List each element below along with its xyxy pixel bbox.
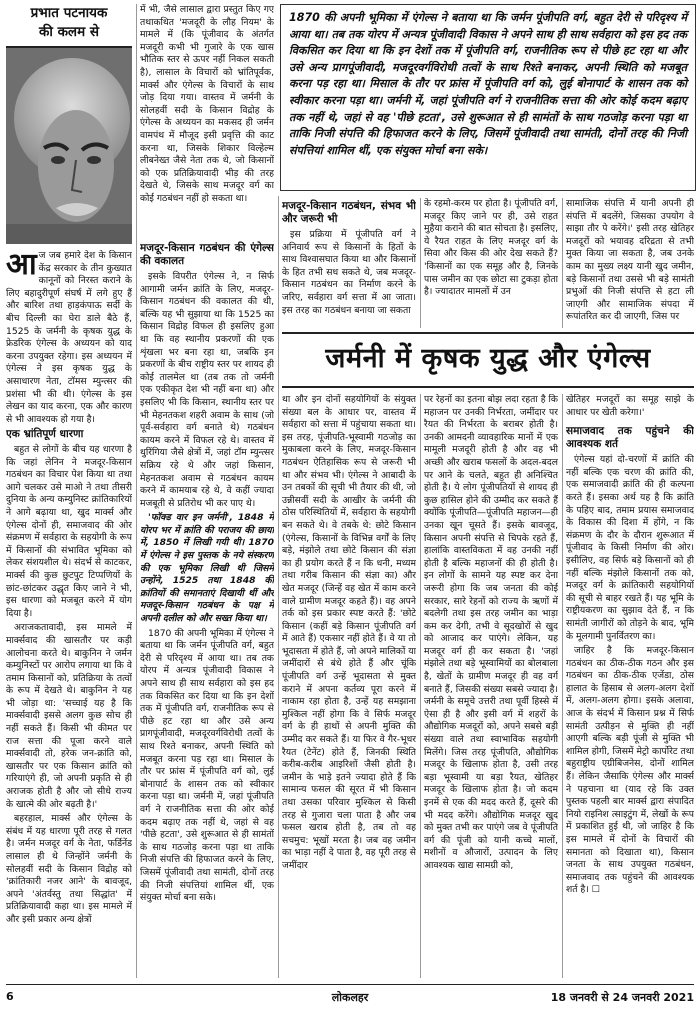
headline: जर्मनी में कृषक युद्ध और एंगेल्स [325,343,651,374]
paragraph: अराजकतावादी, इस मामले में मार्क्सवाद की खासतौर पर कड़ी आलोचना करते थे। बाकुनिन ने जर्मन कम्युनिस्टों पर आरोप लगाया था कि वे तमाम किसानों को, प्रतिक्रिया के तत्वों के रूप में देखते थे। बाकुनिन ने यह भी जोड़ा था: 'सच्चाई यह है कि मार्क्सवादी इससे अलग कुछ सोच ही नहीं सकते हैं। किसी भी कीमत पर राज सत्ता की पूजा करने वाले मार्क्सवादी तो, हरेक जन-क्रांति को, खासतौर पर एक किसान क्रांति को गरियाएंगे ही, जो अपनी प्रकृति से ही अराजक होती है और जो सीधे राज्य के खात्मे की ओर बढ़ती है।' [6,622,132,810]
publication-name: लोकलहर [331,991,369,1004]
paragraph: पर रेहनों का इतना बोझ लदा रहता है कि महाजन पर उनकी निर्भरता, जमींदार पर रैयत की निर्भरता के बराबर होती है। उनकी आमदनी व्यावहारिक मानों में एक मामूली मजदूरी होती है और वह भी अच्छी और खराब फसलों के अदल-बदल पर आने के चलते, बहुत ही अनिश्चित होती है। ये लोग पूंजीपतियों से शायद ही कुछ हासिल होने की उम्मीद कर सकते हैं क्योंकि पूंजीपति—पूंजीपति महाजन—ही उनका खून चूसते हैं। इसके बावजूद, किसान अपनी संपत्ति से चिपके रहते हैं, हालांकि वास्तविकता में वह उनकी नहीं होती है बल्कि महाजनों की ही होती है। इन लोगों के सामने यह स्पष्ट कर देना जरूरी होगा कि जब जनता की कोई सरकार, सारे रेहनों को राज्य के ऋणों में बदलेगी तथा इस तरह जमीन का भाड़ा कम कर देगी, तभी वे सूदखोरों से खुद को आजाद कर पाएंगे। लेकिन, यह मजदूर वर्ग ही कर सकता है। 'जहां मंझोले तथा बड़े भूस्वामियों का बोलबाला है, खेतों के ग्रामीण मजदूर ही वह वर्ग बनाते हैं, जिसकी संख्या सबसे ज्यादा है। जर्मनी के समूचे उत्तरी तथा पूर्वी हिस्से में ऐसा ही है और इसी वर्ग में शहरों के औद्योगिक मजदूरों को, अपने सबसे बड़ी संख्या वाले तथा स्वाभाविक सहयोगी मिलेंगे। जिस तरह पूंजीपति, औद्योगिक मजदूर के खिलाफ होता है, उसी तरह बड़ा भूस्वामी या बड़ा रैयत, खेतिहर मजदूर के खिलाफ होता है। जो कदम इनमें से एक की मदद करते हैं, दूसरे की भी मदद करेंगे। औद्योगिक मजदूर खुद को मुक्त तभी कर पाएंगे जब वे पूंजीपति वर्ग की पूंजी को यानी कच्चे मालों, मशीनों व औजारों, उत्पादन के लिए आवश्यक खाद्य सामग्री को, [424,394,558,871]
col2-continuation [140,4,274,236]
issue-date: 18 जनवरी से 24 जनवरी 2021 [550,991,694,1004]
pull-quote-text: 1870 की अपनी भूमिका में एंगेल्स ने बताया था कि जर्मन पूंजीपति वर्ग, बहुत देरी से परिदृश्य में आया था। तब तक योरप में अन्यत्र पूंजीवादी विकास ने अपने साथ ही साथ सर्वहारा को इस हद तक विकसित कर दिया था कि इन देशों तक में पूंजीपति वर्ग, राजनीतिक रूप से पीछे हट रहा था और उसे अन्य प्रागपूंजीवादी, मजदूरवर्गविरोधी तत्वों के साथ रिश्ते बनाकर, अपनी स्थिति को मजबूत करना पड़ रहा था। मिसाल के तौर पर फ्रांस में पूंजीपति वर्ग को, लुई बोनापार्ट के शासन तक को स्वीकार करना पड़ा था। जर्मनी में, जहां पूंजीपति वर्ग ने राजनीतिक सत्ता की ओर कोई कदम बढ़ाए तक नहीं थे, जहां से वह 'पीछे हटता', उसे शुरूआत से ही सामंतों के साथ गठजोड़ करना पड़ा था ताकि निजी संपत्ति की हिफाजत करने के लिए, जिसमें पूंजीवादी तथा सामंती, दोनों तरह की निजी संपत्तियां शामिल थीं, एक संयुक्त मोर्चा बना सके। [289,11,687,157]
col1-section [6,426,132,978]
page-number: 6 [6,990,14,1003]
paragraph: इस प्रक्रिया में पूंजीपति वर्ग ने अनिवार्य रूप से किसानों के हितों के साथ विश्वासघात किया था और किसानों के हित तभी सध सकते थे, जब मजदूर-किसान गठबंधन का निर्माण करने के जरिए, सर्वहारा वर्ग सत्ता में आ जाता। इस तरह का गठबंधन बनाया जा सकता [282,229,416,316]
section-heading: एक भ्रांतिपूर्ण धारणा [6,428,84,440]
author-photo [6,48,132,244]
intro-text: ज जब हमारे देश के किसान केंद्र सरकार के तीन कुख्यात कानूनों को निरस्त कराने के लिए बहादुरीपूर्ण संघर्ष में लगे हुए हैं और बारिश तथा हाड़कंपाऊ सर्दी के बीच दिल्ली का घेरा डाले बैठे हैं, 1525 के जर्मनी के कृषक युद्ध के फ्रेडरिक एंगेल्स के अध्ययन को याद करना उपयुक्त रहेगा। इस अध्ययन में एंगेल्स ने इस कृषक युद्ध के असाधारण नेता, टॉमस म्युन्त्सर की प्रशंसा भी की थी। एंगेल्स के इस लेखन का याद करना, एक और कारण से भी आवश्यक हो गया है। [6,250,132,425]
byline-subtitle: की कलम से [39,24,99,40]
paragraph: इसके विपरीत एंगेल्स ने, न सिर्फ आगामी जर्मन क्रांति के लिए, मजदूर-किसान गठबंधन की वकालत की थी, बल्कि यह भी सुझाया था कि 1525 का किसान विद्रोह विफल ही इसलिए हुआ था कि वह स्थानीय प्रकरणों की एक शृंखला भर बना रहा था, जबकि इन प्रकरणों के बीच राष्ट्रीय स्तर पर शायद ही कोई तालमेल था (तब तक तो जर्मनी एक एकीकृत देश भी नहीं बना था) और इसलिए भी कि किसान, स्थानीय स्तर पर भी मेहनतकश शहरी अवाम के साथ (जो पूर्व-सर्वहारा वर्ग बनाते थे) गठबंधन कायम करने में विफल रहे थे। वास्तव में थुरिंगिया जैसे क्षेत्रों में, जहां टॉम म्युन्त्सर सक्रिय रहे थे और जहां किसान, मेहनतकश अवाम से गठबंधन कायम करने में कामयाब रहे थे, वे कहीं ज्यादा मजबूती से प्रतिरोध भी कर पाए थे। [140,271,274,509]
col5-body [566,394,694,978]
paragraph: था और इन दोनों सहयोगियों के संयुक्त संख्या बल के आधार पर, वास्तव में सर्वहारा को सत्ता में पहुंचाया सकता था। इस तरह, पूंजीपति-भूस्वामी गठजोड़ का मुकाबला करने के लिए, मजदूर-किसान गठबंधन ऐतिहासिक रूप से जरूरी भी था और संभव भी। एंगेल्स ने आबादी के उन तबकों की सूची भी तैयार की थी, जो उन्नीसवीं सदी के आखीर के जर्मनी की ठोस परिस्थितियों में, सर्वहारा के सहयोगी बन सकते थे। वे तबके थे: छोटे किसान (एंगेल्स, किसानों के विभिन्न वर्गों के लिए बड़े, मंझोले तथा छोटे किसान की संज्ञा का ही प्रयोग करते हैं न कि धनी, मध्यम तथा गरीब किसान की संज्ञा का) और खेत मजदूर (जिन्हें वह खेत में काम करने वाले ग्रामीण मजदूर कहते हैं)। वह अपने तर्क को इस प्रकार स्पष्ट करते हैं: 'छोटे किसान (कहीं बड़े किसान पूंजीपति वर्ग में आते हैं) एकसार नहीं होते हैं। वे या तो भूदासता में होते हैं, जो अपने मालिकों या जमींदारों से बंधे होते हैं और चूंकि पूंजीपति वर्ग उन्हें भूदासता से मुक्त कराने में अपना कर्तव्य पूरा करने में नाकाम रहा होता है, उन्हें यह समझाना मुश्किल नहीं होगा कि वे सिर्फ मजदूर वर्ग के ही हाथों से अपनी मुक्ति की उम्मीद कर सकते हैं। या फिर वे गैर-भूधर रैयत (टेनेंट) होते हैं, जिनकी स्थिति करीब-करीब आइरिशों जैसी होती है। जमीन के भाड़े इतने ज्यादा होते हैं कि सामान्य फसल की सूरत में भी किसान तथा उसका परिवार मुश्किल से किसी तरह से गुजारा चला पाता है और जब फसल खराब होती है, तब तो वह सचमुच: भूखों मरता है। जब वह जमीन का भाड़ा नहीं दे पाता है, वह पूरी तरह से जमींदार [282,394,416,871]
col3-body [282,394,416,978]
col2-section [140,240,274,978]
col5-continuation [566,198,694,328]
paragraph: में भी, जैसे लासाल द्वारा प्रस्तुत किए गए तथाकथित 'मजदूरी के लौह नियम' के मामले में (कि पूंजीवाद के अंतर्गत मजदूरी कभी भी गुजारे के एक खास भौतिक स्तर से ऊपर नहीं निकल सकती है), लासाल के विचारों को भ्रांतिपूर्वक, मार्क्स और एंगेल्स के विचारों के साथ जोड़ दिया गया। वास्तव में जर्मनी के सोलहवीं सदी के किसान विद्रोह के एंगेल्स के अध्ययन का मकसद ही जर्मन वामपंथ में मौजूद इसी प्रवृत्ति की काट करना था, जिसके शिकार विल्हेल्म लीबनेख्त जैसे नेता तक थे, जो किसानों को एक प्रतिक्रियावादी भीड़ की तरह देखते थे, जिसके साथ मजदूर वर्ग का कोई गठबंधन नहीं हो सकता था। [140,4,274,204]
paragraph: जाहिर है कि मजदूर-किसान गठबंधन का ठीक-ठीक गठन और इस गठबंधन का ठीक-ठीक एजेंडा, ठोस हालात के हिसाब से अलग-अलग देशों में, अलग-अलग होगा। इसके अलावा, आज के संदर्भ में किसान प्रश्न में सिर्फ सामंती उत्पीड़न से मुक्ति ही नहीं आएगी बल्कि बड़ी पूंजी से मुक्ति भी शामिल होगी, जिसमें मेट्रो कार्पोरेट तथा बहुराष्ट्रीय एग्रीबिजनेस, दोनों शामिल हैं। लेकिन जैसाकि एंगेल्स और मार्क्स ने पहचाना था (याद रहे कि उक्त पुस्तक पहली बार मार्क्स द्वारा संपादित नियो राइनिश त्साइटुंग में, लेखों के रूप में प्रकाशित हुई थी, जो जाहिर है कि इस मामले में दोनों के विचारों की समानता को दिखाता था), किसान जनता के साथ उपयुक्त गठबंधन, समाजवाद तक पहुंचने की आवश्यक शर्त है। ☐ [566,645,694,896]
section-heading: समाजवाद तक पहुंचने की आवश्यक शर्त [566,425,694,451]
paragraph: सामाजिक संपत्ति में यानी अपनी ही संपत्ति में बदलेंगे, जिसका उपयोग वे साझा तौर पे करेंगे।' इसी तरह खेतिहर मजदूरों को भयावह दरिद्रता से तभी मुक्त किया जा सकता है, जब उनके काम का मुख्य लक्ष्य यानी खुद जमीन, बड़े किसानों तथा उससे भी बड़े सामंती प्रभुओं की निजी संपत्ति से हटा ली जाएगी और सामाजिक संपदा में रूपांतरित कर दी जाएगी, जिस पर [566,198,694,323]
author-portrait-image [6,48,132,244]
paragraph: 'फॉक्ड वार इन जर्मनी', 1848 में योरप भर में क्रांति की पराजय की छाया में, 1850 में लिखी गयी थी। 1870 में एंगेल्स ने इस पुस्तक के नये संस्करण की एक भूमिका लिखी थी जिसमें उन्होंने, 1525 तथा 1848 की क्रांतियों की समानताएं दिखायी थीं और मजदूर-किसान गठबंधन के पक्ष में अपनी दलील को और सख्त किया था। [140,512,274,625]
col3-intro-section [282,198,416,328]
byline [6,4,132,48]
byline-author: प्रभात पटनायक [30,5,108,21]
paragraph: के रहमो-करम पर होता है। पूंजीपति वर्ग, मजदूर किए जाने पर ही, उसे राहत मुहैया कराने की बात सोचता है। इसलिए, ये रैयत राहत के लिए मजदूर वर्ग के सिवा और किस की ओर देख सकते हैं? 'किसानों का एक समूह और है, जिनके पास जमीन का एक छोटा सा टुकड़ा होता है। ज्यादातर मामलों में उन [424,198,558,298]
paragraph: 1870 की अपनी भूमिका में एंगेल्स ने बताया था कि जर्मन पूंजीपति वर्ग, बहुत देरी से परिदृश्य में आया था। तब तक योरप में अन्यत्र पूंजीवादी विकास ने अपने साथ ही साथ सर्वहारा को इस हद तक विकसित कर दिया था कि इन देशों तक में पूंजीपति वर्ग, राजनीतिक रूप से पीछे हट रहा था और उसे अन्य प्रागपूंजीवादी, मजदूरवर्गविरोधी तत्वों के साथ रिश्ते बनाकर, अपनी स्थिति को मजबूत करना पड़ रहा था। मिसाल के तौर पर फ्रांस में पूंजीपति वर्ग को, लुई बोनापार्ट के शासन तक को स्वीकार करना पड़ा था। जर्मनी में, जहां पूंजीपति वर्ग ने राजनीतिक सत्ता की ओर कोई कदम बढ़ाए तक नहीं थे, जहां से वह 'पीछे हटता', उसे शुरूआत से ही सामंतों के साथ गठजोड़ करना पड़ा था ताकि निजी संपत्ति की हिफाजत करने के लिए, जिसमें पूंजीवादी तथा सामंती, दोनों तरह की निजी संपत्तियां शामिल थीं, एक संयुक्त मोर्चा बना सके। [140,627,274,904]
col4-body [424,394,558,978]
paragraph: बहुत से लोगों के बीच यह धारणा है कि जहां लेनिन ने मजदूर-किसान गठबंधन का विचार पेश किया था तथा आगे चलकर उसे माओ ने तथा तीसरी दुनिया के अन्य कम्युनिस्ट क्रांतिकारियों ने आगे बढ़ाया था, खुद मार्क्स और एंगेल्स दोनों ही, समाजवाद की ओर संक्रमण में सर्वहारा के सहयोगी के रूप में किसानों की संभावित भूमिका को लेकर संशयशील थे। संदर्भ से काटकर, मार्क्स की कुछ छुटपुट टिप्पणियों के छांट-छांटकर उद्धृत किए जाने ने भी, इस धारणा को मजबूत करने में योग दिया है। [6,444,132,619]
col1-intro [6,250,132,426]
dropcap: आ [6,250,37,282]
col4-continuation [424,198,558,328]
paragraph: खेतिहर मजदूरों का समूह साझे के आधार पर खेती करेगा।' [566,394,694,418]
section-heading: मजदूर-किसान गठबंधन की एंगेल्स की वकालत [140,242,274,267]
pull-quote-box [280,4,696,191]
paragraph: बहरहाल, मार्क्स और एंगेल्स के संबंध में यह धारणा पूरी तरह से गलत है। जर्मन मजदूर वर्ग के नेता, फर्डिनेंड लासाल ही थे जिन्होंने जर्मनी के सोलहवीं सदी के किसान विद्रोह को 'क्रांतिकारी नजर आने' के बावजूद, अपने 'अंतर्वस्तु तथा सिद्धांत' में प्रतिक्रियावादी कहा था। इस मामले में और इसी प्रकार अन्य क्षेत्रों [6,813,132,925]
paragraph: एंगेल्स यहां दो-चरणों में क्रांति की नहीं बल्कि एक चरण की क्रांति की, एक समाजवादी क्रांति की ही कल्पना करते हैं। इसका अर्थ यह है कि क्रांति के पहिए बाद, तमाम प्रयास समाजवाद के विकास की दिशा में होंगे, न कि संक्रमण के दौर के दौरान शुरूआत में पूंजीवाद के किसी निर्माण की ओर। इसीलिए, वह सिर्फ बड़े किसानों को ही नहीं बल्कि मंझोले किसानों तक को, मजदूर वर्ग के क्रांतिकारी सहयोगियों की सूची से बाहर रखते हैं। यह भूमि के राष्ट्रीयकरण का सुझाव देते हैं, न कि सामंती जागीरों को तोड़ने के बाद, भूमि के मूलगामी पुनर्वितरण का। [566,454,694,642]
section-heading: मजदूर-किसान गठबंधन, संभव भी और जरूरी भी [282,200,416,225]
